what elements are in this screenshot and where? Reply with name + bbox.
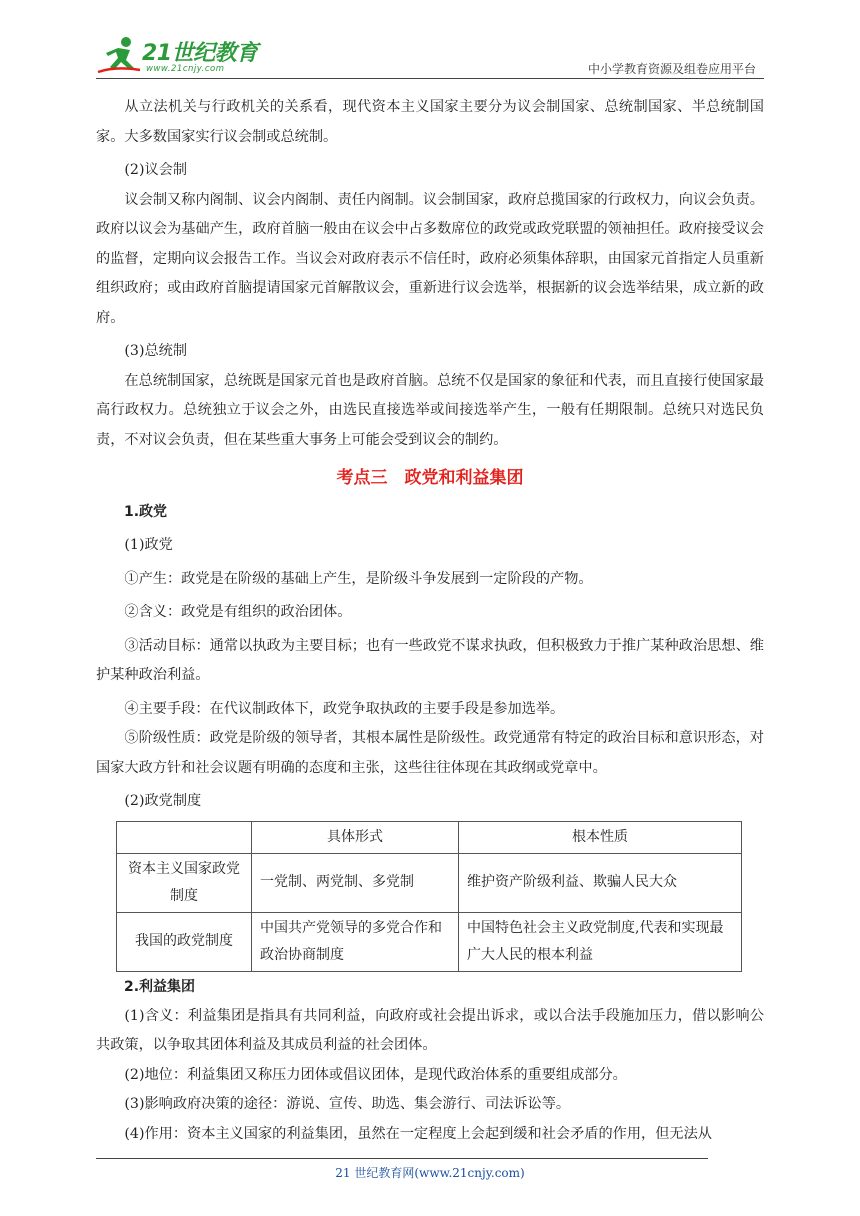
table-cell: 中国共产党领导的多党合作和政治协商制度: [252, 912, 459, 971]
table-cell: 我国的政党制度: [117, 912, 252, 971]
table-row: [117, 853, 742, 912]
table-header-row: [117, 821, 742, 853]
interest-item: (3)影响政府决策的途径：游说、宣传、助选、集会游行、司法诉讼等。: [124, 1096, 571, 1112]
party-heading: 1.政党: [124, 504, 168, 520]
party-item: ①产生：政党是在阶级的基础上产生，是阶级斗争发展到一定阶段的产物。: [124, 570, 593, 587]
parliament-paragraph: 议会制又称内阁制、议会内阁制、责任内阁制。议会制国家，政府总揽国家的行政权力，向议会负责。政府以议会为基础产生，政府首脑一般由在议会中占多数席位的政党或政党联盟的领袖担任。政府接受议会的监督，定期向议会报告工作。当议会对政府表示不信任时，政府必须集体辞职，由国家元首指定人员重新组织政府；或由政府首脑提请国家元首解散议会，重新进行议会选举，根据新的议会选举结果，成立新的政府。: [96, 191, 764, 326]
runner-logo-icon: [96, 36, 144, 76]
table-row: [117, 912, 742, 971]
interest-item: (1)含义：利益集团是指具有共同利益，向政府或社会提出诉求，或以合法手段施加压力，借以影响公共政策，以争取其团体利益及其成员利益的社会团体。: [96, 1007, 764, 1053]
logo-url: www.21cnjy.com: [146, 64, 225, 74]
table-header-cell: [117, 821, 252, 853]
interest-heading: 2.利益集团: [124, 978, 196, 995]
table-cell: 中国特色社会主义政党制度,代表和实现最广大人民的根本利益: [459, 912, 742, 971]
party-subheading: (1)政党: [124, 537, 173, 553]
footer-link[interactable]: 21 世纪教育网(www.21cnjy.com): [335, 1166, 525, 1180]
party-item: ③活动目标：通常以执政为主要目标；也有一些政党不谋求执政，但积极致力于推广某种政治思想、维护某种政治利益。: [96, 637, 764, 683]
logo[interactable]: [96, 34, 266, 80]
document-body: [96, 93, 764, 1149]
intro-paragraph: 从立法机关与行政机关的关系看，现代资本主义国家主要分为议会制国家、总统制国家、半总统制国家。大多数国家实行议会制或总统制。: [96, 99, 764, 145]
table-cell: 资本主义国家政党制度: [117, 853, 252, 912]
president-heading: (3)总统制: [124, 343, 188, 359]
interest-item: (4)作用：资本主义国家的利益集团，虽然在一定程度上会起到缓和社会矛盾的作用，但无法从: [124, 1125, 712, 1142]
president-paragraph: 在总统制国家，总统既是国家元首也是政府首脑。总统不仅是国家的象征和代表，而且直接行使国家最高行政权力。总统独立于议会之外，由选民直接选举或间接选举产生，一般有任期限制。总统只对选民负责，不对议会负责，但在某些重大事务上可能会受到议会的制约。: [96, 372, 764, 448]
platform-title: 中小学教育资源及组卷应用平台: [587, 62, 756, 76]
party-system-table: [116, 821, 742, 972]
footer-divider: [96, 1158, 708, 1159]
page-header: [96, 34, 764, 80]
interest-item: (2)地位：利益集团又称压力团体或倡议团体，是现代政治体系的重要组成部分。: [124, 1066, 627, 1083]
table-header-cell: 具体形式: [252, 821, 459, 853]
party-system-heading: (2)政党制度: [124, 793, 202, 809]
table-cell: 一党制、两党制、多党制: [252, 853, 459, 912]
logo-text: 21世纪教育: [142, 41, 258, 66]
party-item: ④主要手段：在代议制政体下，政党争取执政的主要手段是参加选举。: [124, 700, 565, 717]
parliament-heading: (2)议会制: [124, 162, 188, 178]
table-cell: 维护资产阶级利益、欺骗人民大众: [459, 853, 742, 912]
party-item: ②含义：政党是有组织的政治团体。: [124, 604, 352, 620]
table-header-cell: 根本性质: [459, 821, 742, 853]
section-title: 考点三 政党和利益集团: [336, 468, 524, 488]
header-divider: [96, 78, 764, 79]
party-item: ⑤阶级性质：政党是阶级的领导者，其根本属性是阶级性。政党通常有特定的政治目标和意识形态，对国家大政方针和社会议题有明确的态度和主张，这些往往体现在其政纲或党章中。: [96, 730, 764, 776]
